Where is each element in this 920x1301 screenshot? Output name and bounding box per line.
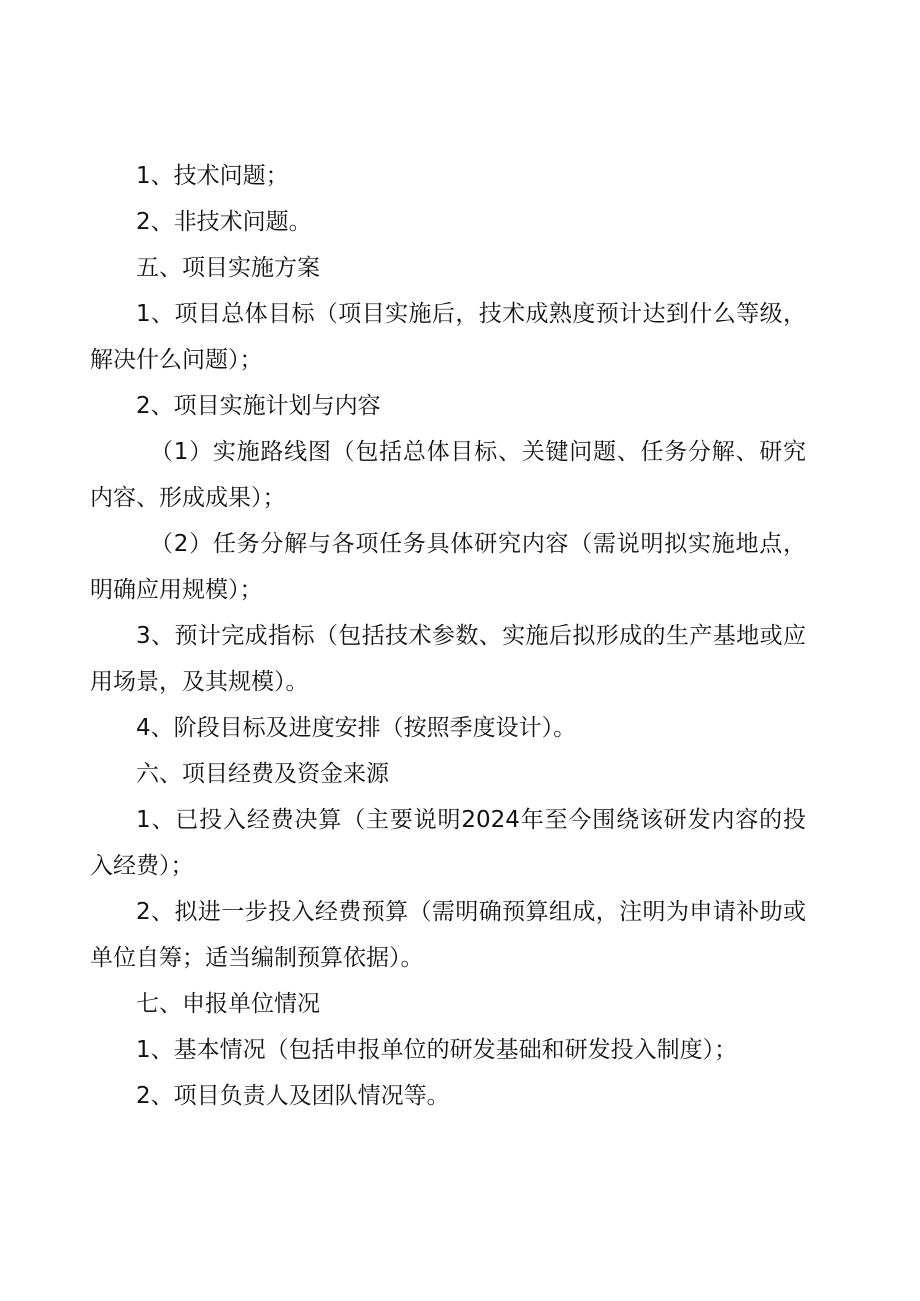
paragraph-non-tech-issues: 2、非技术问题。 — [136, 209, 312, 235]
section-heading-7: 七、申报单位情况 — [136, 991, 320, 1017]
document-body — [90, 153, 806, 1119]
section-heading-6: 六、项目经费及资金来源 — [136, 761, 389, 787]
paragraph-invested-funds: 1、已投入经费决算（主要说明2024年至今围绕该研发内容的投入经费）； — [90, 807, 806, 879]
paragraph-plan-content: 2、项目实施计划与内容 — [136, 393, 381, 419]
paragraph-tech-issues: 1、技术问题； — [136, 163, 289, 189]
section-heading-5: 五、项目实施方案 — [136, 255, 320, 281]
paragraph-milestones: 4、阶段目标及进度安排（按照季度设计）。 — [136, 715, 577, 741]
paragraph-expected-indicators: 3、预计完成指标（包括技术参数、实施后拟形成的生产基地或应用场景，及其规模）。 — [90, 623, 806, 695]
paragraph-team-info: 2、项目负责人及团队情况等。 — [136, 1083, 450, 1109]
paragraph-basic-info: 1、基本情况（包括申报单位的研发基础和研发投入制度）； — [136, 1037, 738, 1063]
paragraph-overall-goal: 1、项目总体目标（项目实施后，技术成熟度预计达到什么等级，解决什么问题）； — [90, 301, 806, 373]
paragraph-roadmap: （1）实施路线图（包括总体目标、关键问题、任务分解、研究内容、形成成果）； — [90, 439, 806, 511]
paragraph-task-breakdown: （2）任务分解与各项任务具体研究内容（需说明拟实施地点，明确应用规模）； — [90, 531, 806, 603]
paragraph-budget: 2、拟进一步投入经费预算（需明确预算组成，注明为申请补助或单位自筹；适当编制预算依据）。 — [90, 899, 806, 971]
